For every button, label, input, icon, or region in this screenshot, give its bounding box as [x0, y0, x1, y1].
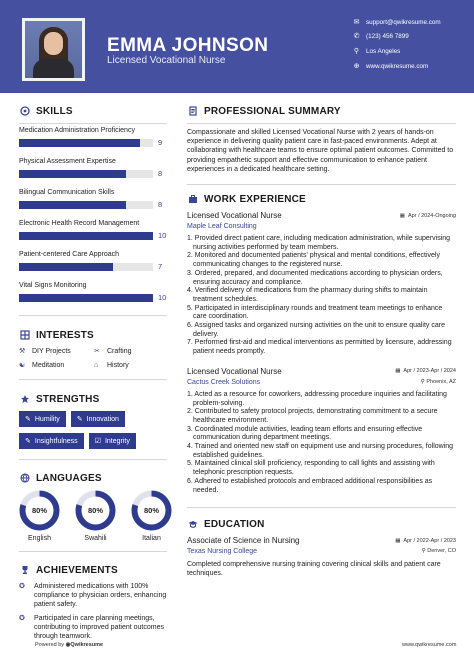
medal-icon: ✪	[19, 583, 25, 590]
contact-email-text: support@qwikresume.com	[366, 19, 441, 26]
brand-link[interactable]: ◉Qwikresume	[65, 642, 104, 648]
languages-list	[19, 490, 167, 542]
section-divider	[187, 184, 456, 185]
insightfulness-icon: ✎	[25, 438, 31, 445]
job-entry	[187, 211, 456, 357]
duty-item: 6. Assigned tasks and organized nursing activities on the unit to ensure quality care delivery.	[187, 322, 445, 338]
interest-label: Meditation	[32, 361, 65, 369]
humility-icon: ✎	[25, 416, 31, 423]
achievements-title: ACHIEVEMENTS	[36, 565, 118, 576]
contact-email[interactable]	[352, 18, 441, 27]
contact-phone[interactable]	[352, 32, 409, 41]
strengths-list	[19, 411, 167, 449]
strength-badge	[19, 411, 66, 427]
edu-school: Texas Nursing College	[187, 548, 258, 556]
qwikresume-logo-icon: ◉	[65, 642, 71, 648]
language-percent: 80%	[87, 506, 104, 515]
skill-value: 8	[158, 200, 163, 209]
job-duties	[187, 235, 456, 357]
calendar-icon: ▦	[395, 537, 401, 544]
skill-name: Electronic Health Record Management	[19, 220, 140, 227]
achievement-text: Participated in care planning meetings, contributing to improved patient outcomes through teamwork.	[34, 615, 164, 640]
document-icon	[187, 106, 198, 117]
skill-bar	[19, 232, 153, 240]
language-gauge	[75, 490, 116, 531]
interest-label: DIY Projects	[32, 347, 71, 355]
duty-item: 4. Trained and oriented new staff on equipment use and nursing procedures, following established guidelines.	[187, 443, 454, 459]
skill-value: 8	[158, 169, 163, 178]
skill-item	[19, 158, 167, 187]
skills-divider	[19, 123, 167, 124]
achievements-list	[19, 582, 167, 641]
duty-item: 1. Provided direct patient care, including medication administration, while supervising nursing activities performed by team members.	[187, 235, 451, 251]
edu-date-text: Apr / 2022-Apr / 2023	[403, 537, 456, 544]
briefcase-icon	[187, 194, 198, 205]
edu-description: Completed comprehensive nursing training covering clinical skills and patient care techniques.	[187, 561, 441, 578]
skill-item	[19, 251, 167, 280]
job-entry	[187, 367, 456, 495]
phone-icon: ✆	[353, 33, 360, 40]
location-pin-icon: ⚲	[421, 548, 428, 555]
contact-website[interactable]	[352, 62, 428, 71]
candidate-name: EMMA JOHNSON	[107, 35, 269, 56]
duty-item: 3. Ordered, prepared, and documented medications according to physician orders, ensuring accuracy and compliance.	[187, 269, 443, 286]
job-date	[395, 368, 456, 374]
job-date	[400, 213, 456, 219]
skill-bar-fill	[19, 139, 140, 147]
job-company: Maple Leaf Consulting	[187, 223, 257, 231]
skills-title: SKILLS	[36, 106, 73, 117]
duty-item: 3. Coordinated module activities, leading team efforts and ensuring effective communication during department meetings.	[187, 425, 423, 442]
achievement-item	[19, 582, 167, 609]
summary-title: PROFESSIONAL SUMMARY	[204, 106, 341, 117]
education-entry	[187, 536, 456, 578]
interests-icon	[19, 330, 30, 341]
duty-item: 1. Acted as a resource for coworkers, addressing procedure inquiries and facilitating problem-solving.	[187, 390, 447, 407]
skill-value: 10	[158, 231, 167, 240]
footer-website[interactable]: www.qwikresume.com	[402, 642, 457, 648]
interests-heading	[19, 330, 167, 341]
skill-bar	[19, 139, 153, 147]
section-divider	[19, 551, 167, 552]
location-pin-icon: ⚲	[420, 378, 427, 385]
medal-icon: ✪	[19, 615, 25, 622]
skill-name: Bilingual Communication Skills	[19, 189, 115, 196]
experience-title: WORK EXPERIENCE	[204, 194, 306, 206]
language-name: Italian	[142, 535, 161, 542]
interest-item	[19, 361, 94, 369]
interest-item	[94, 361, 169, 369]
calendar-icon: ▦	[399, 212, 405, 219]
skill-name: Patient-centered Care Approach	[19, 251, 120, 258]
skill-value: 9	[158, 138, 163, 147]
left-column	[19, 106, 167, 646]
strength-badge	[19, 433, 84, 449]
interest-label: Crafting	[107, 347, 132, 355]
language-percent: 80%	[31, 506, 48, 515]
integrity-icon: ☑	[94, 438, 101, 445]
contact-phone-text: (123) 456 7899	[366, 33, 409, 40]
skill-item	[19, 127, 167, 156]
skill-value: 7	[158, 262, 163, 271]
languages-title: LANGUAGES	[36, 473, 102, 484]
crafting-icon: ✂	[94, 348, 100, 355]
contact-location-text: Los Angeles	[366, 48, 401, 55]
job-title: Licensed Vocational Nurse	[187, 366, 282, 376]
language-name: English	[28, 535, 51, 542]
achievements-heading	[19, 565, 167, 576]
trophy-icon	[19, 565, 30, 576]
achievement-text: Administered medications with 100% compliance to physician orders, enhancing patient safety.	[34, 583, 167, 608]
experience-heading	[187, 194, 456, 205]
duty-item: 2. Contributed to safety protocol projects, demonstrating commitment to a secure healthcare environment.	[187, 408, 438, 424]
language-item	[19, 490, 60, 542]
skill-name: Vital Signs Monitoring	[19, 282, 87, 289]
interests-title: INTERESTS	[36, 330, 94, 341]
powered-by-text: Powered by	[35, 642, 65, 648]
candidate-title: Licensed Vocational Nurse	[107, 55, 226, 66]
duty-item: 2. Monitored and documented patients' physical and mental conditions, effectively communicating changes to the registered nurse.	[187, 252, 440, 269]
skills-heading	[19, 106, 167, 117]
skill-bar	[19, 294, 153, 302]
education-heading	[187, 519, 456, 530]
email-icon: ✉	[353, 19, 360, 26]
language-percent: 80%	[143, 506, 160, 515]
job-location: ⚲ Phoenix, AZ	[420, 378, 456, 385]
skills-list	[19, 127, 167, 311]
skill-bar-fill	[19, 294, 153, 302]
powered-by	[35, 642, 103, 648]
languages-icon	[19, 473, 30, 484]
skill-bar	[19, 263, 153, 271]
strength-label: Integrity	[104, 437, 130, 445]
interests-list	[19, 347, 167, 369]
skill-bar-fill	[19, 201, 126, 209]
strengths-title: STRENGTHS	[36, 394, 100, 405]
skill-item	[19, 220, 167, 249]
language-item	[131, 490, 172, 542]
innovation-icon: ✎	[76, 416, 83, 423]
language-gauge	[19, 490, 60, 531]
skill-bar-fill	[19, 170, 126, 178]
skills-icon	[19, 106, 30, 117]
skill-bar	[19, 170, 153, 178]
strength-badge	[71, 411, 125, 427]
strength-badge	[89, 433, 136, 449]
skill-name: Physical Assessment Expertise	[19, 158, 116, 165]
job-date-text: Apr / 2024-Ongoing	[407, 212, 456, 219]
job-date-text: Apr / 2023-Apr / 2024	[403, 368, 456, 375]
language-gauge	[131, 490, 172, 531]
education-title: EDUCATION	[204, 519, 265, 531]
strength-label: Insightfulness	[34, 437, 78, 445]
duty-item: 5. Participated in interdisciplinary rounds and treatment team meetings to enhance care coordination.	[187, 304, 443, 321]
strength-label: Innovation	[86, 415, 119, 423]
strengths-heading	[19, 394, 167, 405]
location-icon: ⚲	[353, 48, 360, 55]
duty-item: 6. Adhered to established protocols and embraced additional responsibilities as needed.	[187, 477, 433, 494]
summary-heading	[187, 106, 456, 117]
skill-item	[19, 189, 167, 218]
duty-item: 4. Verified delivery of medications from the pharmacy during shifts to maintain treatment schedules.	[187, 287, 428, 303]
interest-item	[94, 347, 169, 355]
summary-text: Compassionate and skilled Licensed Vocational Nurse with 2 years of hands-on experience in delivering quality patient care in fast-paced environments. Adept at collaborating with healthcare teams to ensure optimal patient outcomes. Committed to providing empathetic support and effective communication to enhance patient experiences in a dedicated healthcare setting.	[187, 129, 454, 173]
resume-header	[0, 0, 474, 93]
job-company: Cactus Creek Solutions	[187, 378, 261, 386]
skill-item	[19, 282, 167, 311]
summary-divider	[187, 123, 456, 124]
right-column	[187, 106, 456, 578]
skill-value: 10	[158, 293, 167, 302]
meditation-icon: ☯	[19, 362, 26, 369]
section-divider	[19, 459, 167, 460]
calendar-icon: ▦	[395, 368, 401, 375]
job-duties	[187, 391, 456, 495]
strengths-icon	[19, 394, 30, 405]
tools-icon: ⚒	[19, 348, 26, 355]
skill-bar-fill	[19, 263, 113, 271]
job-title: Licensed Vocational Nurse	[187, 211, 282, 221]
history-icon: ⌂	[94, 361, 99, 369]
edu-location: ⚲ Denver, CO	[421, 548, 456, 555]
contact-website-text: www.qwikresume.com	[366, 63, 429, 70]
language-item	[75, 490, 116, 542]
graduation-cap-icon	[187, 519, 198, 530]
globe-icon: ⊕	[353, 63, 360, 70]
language-name: Swahili	[84, 535, 107, 542]
contact-location	[352, 47, 400, 56]
skill-bar	[19, 201, 153, 209]
languages-heading	[19, 473, 167, 484]
resume-footer	[0, 637, 474, 670]
edu-degree: Associate of Science in Nursing	[187, 536, 300, 546]
interest-label: History	[107, 361, 129, 369]
interest-item	[19, 347, 94, 355]
profile-photo	[25, 21, 82, 78]
profile-photo-frame	[22, 18, 85, 81]
skill-name: Medication Administration Proficiency	[19, 127, 135, 134]
duty-item: 7. Performed first-aid and medical interventions as permitted by licensure, addressing patient needs promptly.	[187, 339, 452, 356]
section-divider	[19, 379, 167, 380]
section-divider	[187, 507, 456, 508]
duty-item: 5. Maintained clinical skill proficiency, responding to call lights and assisting with telephonic prescription requests.	[187, 460, 435, 477]
section-divider	[19, 315, 167, 316]
skill-bar-fill	[19, 232, 153, 240]
strength-label: Humility	[34, 415, 60, 423]
edu-date	[395, 538, 456, 544]
